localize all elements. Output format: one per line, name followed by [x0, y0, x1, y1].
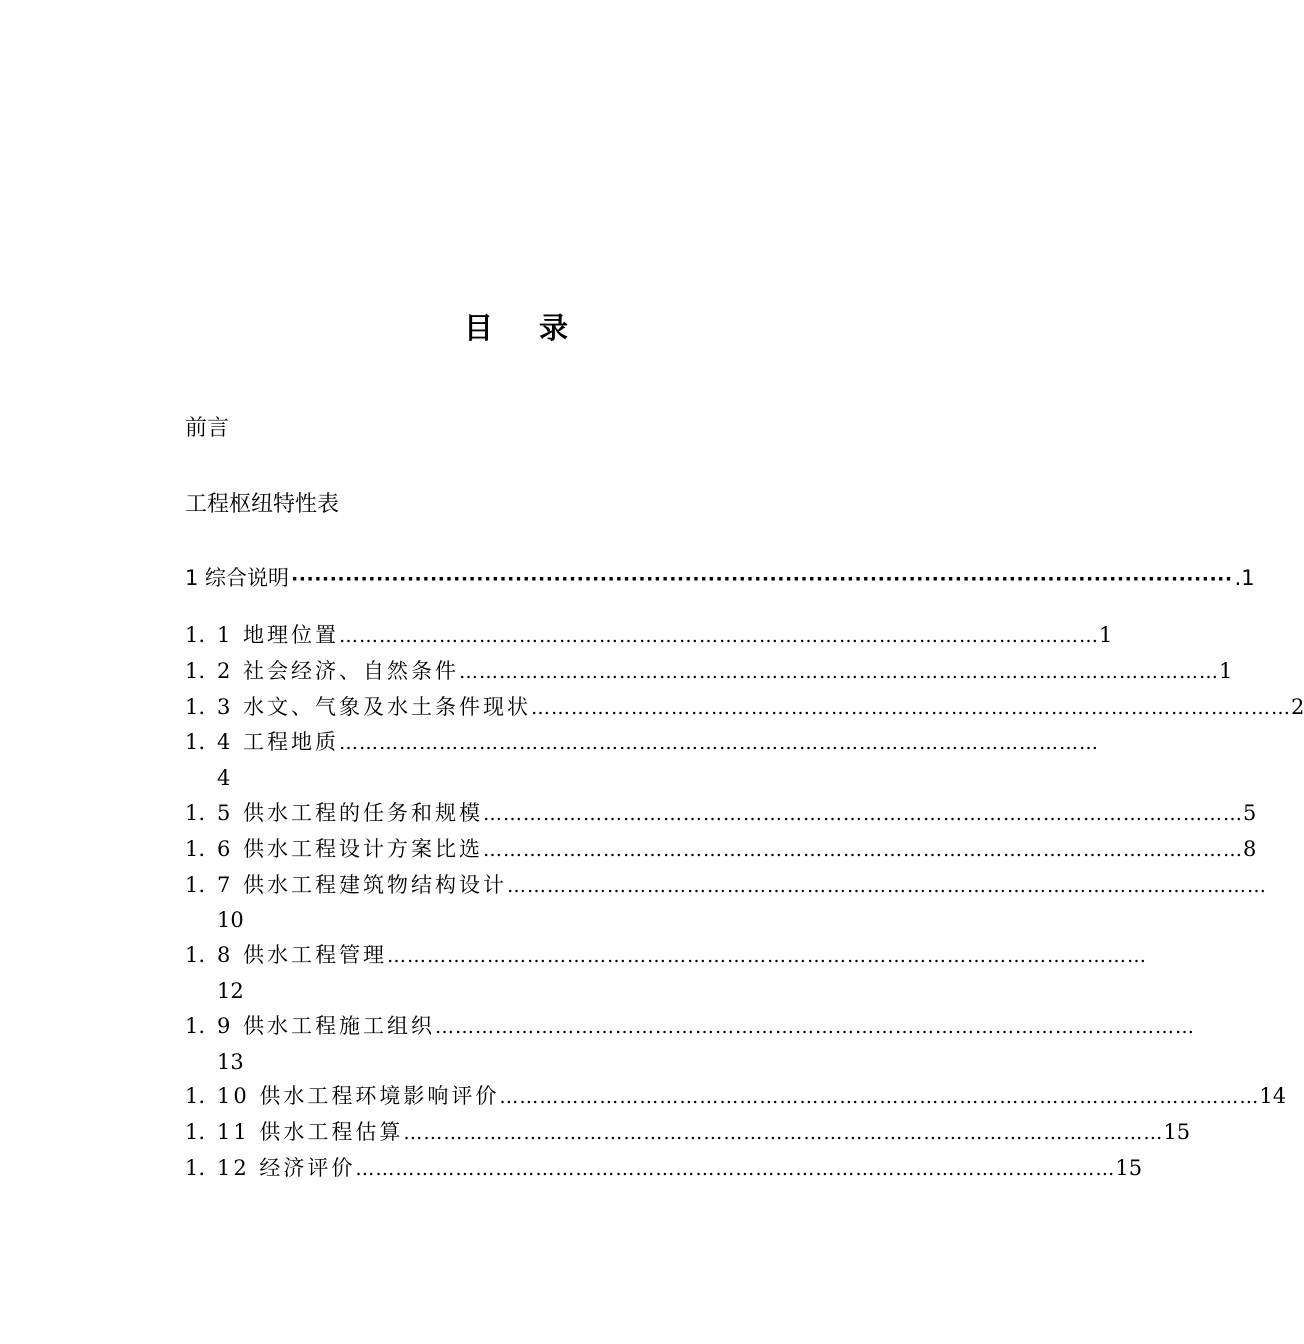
entry-title: 7 供水工程建筑物结构设计	[217, 872, 508, 897]
entry-title: 5 供水工程的任务和规模	[217, 800, 484, 825]
entry-title: 10 供水工程环境影响评价	[217, 1084, 500, 1109]
toc-chapter-entry	[185, 562, 1255, 592]
toc-entry	[185, 725, 1100, 796]
toc-entry	[185, 690, 1304, 726]
dot-leader: ……………………………………………………………………………………………………	[459, 660, 1220, 683]
page-title: 目 录	[463, 311, 587, 345]
hub-table-heading: 工程枢纽特性表	[185, 492, 340, 517]
entry-number: 1.	[185, 1084, 206, 1109]
entry-number: 1.	[185, 658, 206, 683]
dot-leader: ··························································································································	[291, 568, 1233, 590]
toc-entry	[185, 938, 1148, 1009]
entry-title: 1 地理位置	[217, 623, 340, 647]
entry-number: 1.	[185, 623, 206, 647]
dot-leader: ……………………………………………………………………………………………………	[387, 945, 1148, 968]
entry-title: 9 供水工程施工组织	[217, 1013, 436, 1038]
dot-leader: ……………………………………………………………………………………………………	[499, 1086, 1260, 1109]
entry-page-number: 15	[1163, 1120, 1191, 1145]
entry-title: 3 水文、气象及水土条件现状	[217, 694, 532, 719]
toc-entry	[185, 618, 1113, 654]
entry-number: 1.	[185, 943, 206, 968]
entry-number: 1.	[185, 1155, 206, 1180]
entry-page-number: 13	[217, 1049, 244, 1074]
entry-page-number: 14	[1259, 1084, 1287, 1109]
entry-title: 12 经济评价	[217, 1155, 356, 1180]
entry-page-number: 8	[1243, 836, 1257, 861]
entry-page-number: 15	[1115, 1155, 1143, 1180]
toc-entry	[185, 1009, 1196, 1080]
toc-entry	[185, 1079, 1287, 1115]
entry-title: 2 社会经济、自然条件	[217, 658, 460, 683]
toc-entry	[185, 1151, 1143, 1187]
entry-number: 1.	[185, 800, 206, 825]
dot-leader: ……………………………………………………………………………………………………	[483, 802, 1244, 825]
toc-entry	[185, 868, 1268, 939]
preface-heading: 前言	[185, 416, 230, 441]
chapter-page-number: .1	[1234, 566, 1255, 590]
entry-page-number: 12	[217, 978, 244, 1003]
toc-entry	[185, 1115, 1191, 1151]
entry-title: 6 供水工程设计方案比选	[217, 836, 484, 861]
entry-page-number: 1	[1099, 623, 1113, 647]
entry-number: 1.	[185, 872, 206, 897]
entry-number: 1.	[185, 694, 206, 719]
entry-number: 1.	[185, 836, 206, 861]
dot-leader: ……………………………………………………………………………………………………	[403, 1122, 1164, 1145]
toc-entry	[185, 654, 1233, 690]
dot-leader: ……………………………………………………………………………………………………	[435, 1015, 1196, 1038]
entry-page-number: 5	[1243, 800, 1257, 825]
dot-leader: ……………………………………………………………………………………………………	[355, 1157, 1116, 1180]
entry-number: 1.	[185, 1120, 206, 1145]
dot-leader: ……………………………………………………………………………………………………	[483, 838, 1244, 861]
entry-page-number: 2	[1291, 694, 1304, 719]
toc-entry	[185, 832, 1257, 868]
entry-title: 8 供水工程管理	[217, 943, 388, 968]
dot-leader: ……………………………………………………………………………………………………	[339, 732, 1100, 755]
entry-number: 1.	[185, 1013, 206, 1038]
dot-leader: ……………………………………………………………………………………………………	[507, 874, 1268, 897]
toc-entry	[185, 796, 1257, 832]
entry-page-number: 1	[1219, 658, 1233, 683]
entry-page-number: 4	[217, 766, 231, 791]
chapter-title: 1 综合说明	[185, 566, 290, 590]
entry-number: 1.	[185, 730, 206, 755]
dot-leader: ……………………………………………………………………………………………………	[531, 696, 1292, 719]
toc-list	[185, 618, 1304, 1187]
entry-title: 4 工程地质	[217, 730, 340, 755]
dot-leader: ……………………………………………………………………………………………………	[339, 625, 1100, 647]
entry-title: 11 供水工程估算	[217, 1120, 404, 1145]
entry-page-number: 10	[217, 908, 244, 933]
